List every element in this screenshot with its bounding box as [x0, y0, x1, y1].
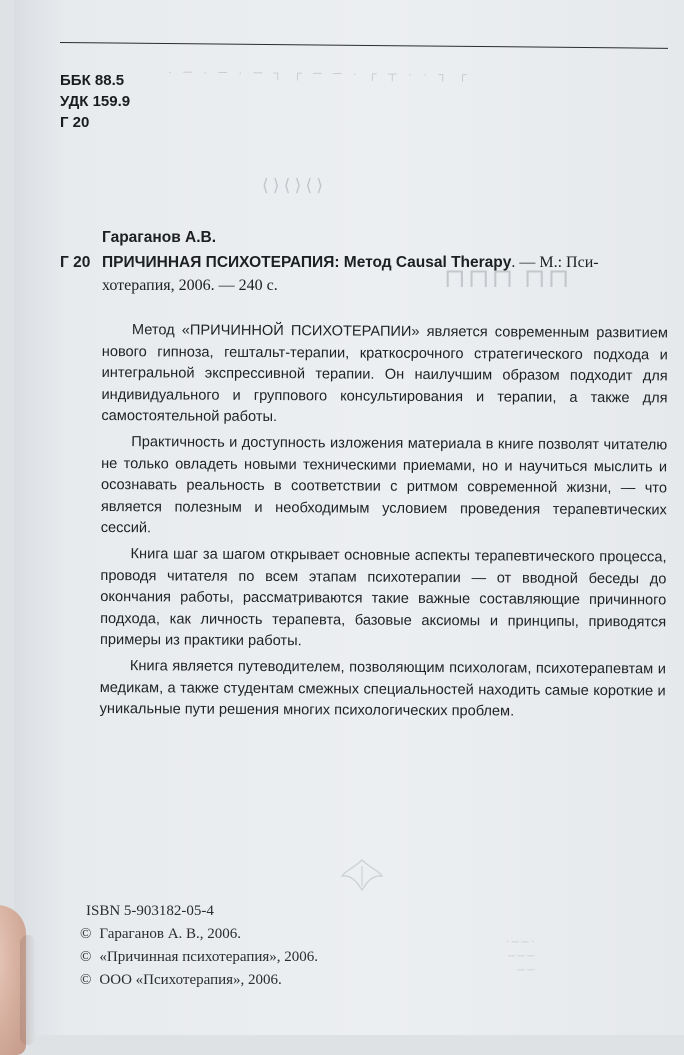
copyright-symbol: © [80, 949, 92, 965]
bleed-through-author: ⟨ ⟩ ⟨ ⟩ ⟨ ⟩ [262, 176, 324, 195]
copyright-text: ООО «Психотерапия», 2006. [99, 972, 282, 988]
bbk-code: ББК 88.5 [60, 72, 125, 89]
record-publication-line2: хотерапия, 2006. — 240 с. [102, 277, 278, 294]
bibliographic-record [60, 226, 650, 297]
record-title: ПРИЧИННАЯ ПСИХОТЕРАПИЯ: Метод Causal Therapy [102, 254, 512, 271]
classification-codes [60, 70, 130, 133]
abstract-paragraph: Книга является путеводителем, позволяющим психологам, психотерапевтам и медикам, а также студентам смежных специальностей находить самые короткие и уникальные пути решения многих психологических проблем. [99, 658, 666, 720]
copyright-symbol: © [80, 972, 92, 988]
copyright-line [80, 946, 318, 969]
book-page [14, 0, 684, 1035]
record-code: Г 20 [60, 254, 91, 271]
copyright-symbol: © [80, 926, 92, 942]
bleed-through-small-text: · ─ ─ · ─ ─ ─ ─ ─ [506, 937, 535, 976]
bleed-through-emblem-icon [340, 858, 384, 892]
isbn: ISBN 5-903182-05-4 [86, 903, 214, 919]
record-entry [60, 251, 650, 297]
record-author: Гараганов А.В. [102, 229, 217, 246]
udk-code: УДК 159.9 [60, 93, 131, 110]
copyright-line [80, 923, 318, 946]
thumb-shadow [20, 935, 36, 1045]
credits-block [80, 900, 318, 992]
top-rule [60, 42, 668, 49]
copyright-text: «Причинная психотерапия», 2006. [99, 949, 319, 965]
abstract-paragraph: Метод «ПРИЧИННОЙ ПСИХОТЕРАПИИ» является современным развитием нового гипноза, гештальт-терапии, краткосрочного стратегического подхода и интегральной экспрессивной терапии. Он наилучшим образом подходит для индивидуального и группового консультирования и терапии, а также для самостоятельной работы. [101, 322, 668, 426]
record-publication-line1: . — М.: Пси- [511, 254, 599, 271]
bleed-through-title: ⊓⊓ ⊓⊓⊓ [442, 264, 570, 293]
abstract-paragraph: Практичность и доступность изложения материала в книге позволят читателю не только овладеть новыми техническими приемами, но и научиться мыслить и осознавать реальность в соответствии с ритмом современной жизни, — что является полезным и необходимым условием проведения терапевтических сессий. [100, 434, 668, 537]
abstract [100, 320, 668, 728]
author-mark: Г 20 [60, 114, 90, 131]
copyright-line [80, 969, 318, 992]
copyright-text: Гараганов А. В., 2006. [99, 926, 242, 942]
bleed-through-series: ┐ ┌ · · ┬ ┐ · ─ ─ ┐ ┌ ─ · ─ · ─ · [163, 64, 467, 82]
abstract-paragraph: Книга шаг за шагом открывает основные аспекты терапевтического процесса, проводя читателя по всем этапам психотерапии — от вводной беседы до окончания работы, рассматриваются такие важные составляющие причинного подхода, как личность терапевта, базовые аксиомы и принципы, приводятся примеры из практики работы. [99, 546, 667, 650]
